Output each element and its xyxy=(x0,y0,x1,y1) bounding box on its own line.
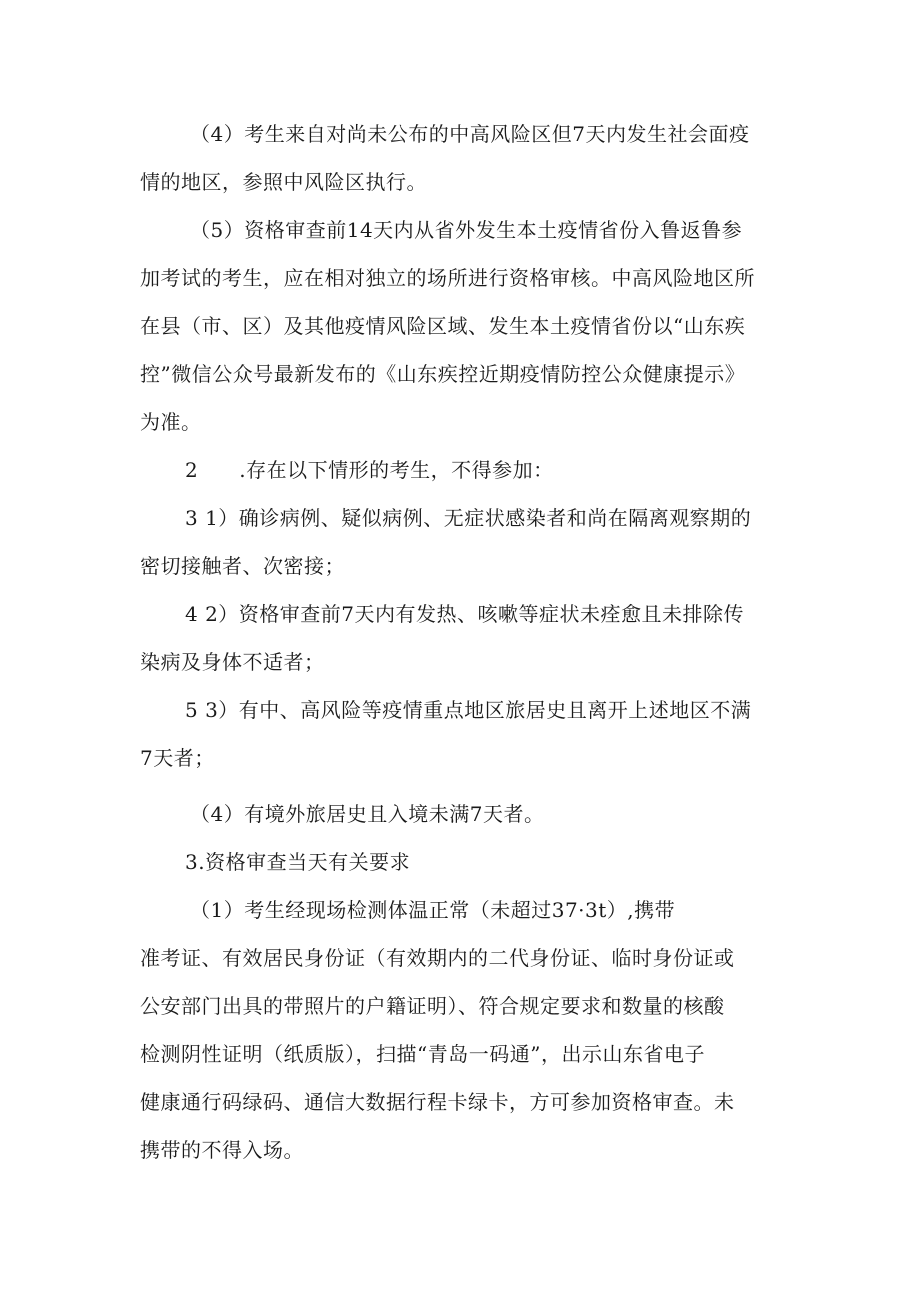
text-line: 准考证、有效居民身份证（有效期内的二代身份证、临时身份证或 xyxy=(140,946,735,970)
text-line: 加考试的考生，应在相对独立的场所进行资格审核。中高风险地区所 xyxy=(140,266,755,290)
text-line: 在县（市、区）及其他疫情风险区域、发生本土疫情省份以“山东疾 xyxy=(140,314,746,338)
text-line: 携带的不得入场。 xyxy=(140,1138,304,1162)
text-line: （4）考生来自对尚未公布的中高风险区但7天内发生社会面疫 xyxy=(190,122,750,146)
text-line: 2 .存在以下情形的考生，不得参加： xyxy=(185,458,554,482)
text-line: 5 3）有中、高风险等疫情重点地区旅居史且离开上述地区不满 xyxy=(185,698,752,722)
text-line: （5）资格审查前14天内从省外发生本土疫情省份入鲁返鲁参 xyxy=(190,218,743,242)
text-line: 7天者； xyxy=(140,746,215,770)
text-line: 为准。 xyxy=(140,410,202,434)
text-line: （4）有境外旅居史且入境未满7天者。 xyxy=(190,802,545,826)
text-line: 3 1）确诊病例、疑似病例、无症状感染者和尚在隔离观察期的 xyxy=(185,506,752,530)
text-line: 情的地区，参照中风险区执行。 xyxy=(140,170,427,194)
text-line: 4 2）资格审查前7天内有发热、咳嗽等症状未痊愈且未排除传 xyxy=(185,602,745,626)
text-line: 染病及身体不适者； xyxy=(140,650,325,674)
text-line: 公安部门出具的带照片的户籍证明）、符合规定要求和数量的核酸 xyxy=(140,994,725,1018)
text-line: 健康通行码绿码、通信大数据行程卡绿卡，方可参加资格审查。未 xyxy=(140,1090,735,1114)
text-line: 控”微信公众号最新发布的《山东疾控近期疫情防控公众健康提示》 xyxy=(140,362,746,386)
text-line: （1）考生经现场检测体温正常（未超过37·3t）,携带 xyxy=(190,898,676,922)
text-line: 密切接触者、次密接； xyxy=(140,554,345,578)
text-line: 检测阴性证明（纸质版），扫描“青岛一码通”，出示山东省电子 xyxy=(140,1042,705,1066)
section-heading: 3.资格审查当天有关要求 xyxy=(185,850,411,874)
